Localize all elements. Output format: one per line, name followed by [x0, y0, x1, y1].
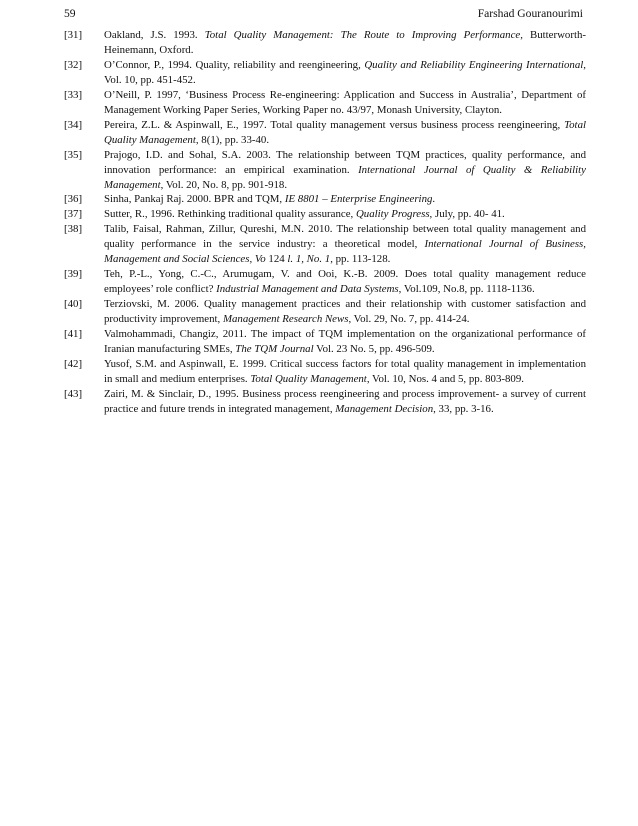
reference-text-segment: Vol. 23 No. 5, pp. 496-509.	[313, 343, 435, 356]
reference-text-segment: Sutter, R., 1996. Rethinking traditional quality assurance,	[104, 208, 356, 221]
reference-item	[64, 192, 586, 207]
reference-text	[104, 222, 586, 267]
reference-item	[64, 222, 586, 267]
reference-text	[104, 88, 586, 118]
reference-list	[64, 28, 586, 417]
reference-text-segment: , Vol. 10, Nos. 4 and 5, pp. 803-809.	[366, 372, 524, 385]
reference-number: [34]	[64, 118, 83, 131]
reference-italic-segment: Industrial Management and Data Systems	[216, 283, 399, 296]
page-number: 59	[64, 7, 76, 20]
reference-item	[64, 387, 586, 417]
reference-text-segment: , Vol. 29, No. 7, pp. 414-24.	[348, 313, 470, 326]
reference-italic-segment: International Journal of Business, Management and Social Sciences, Vo	[104, 238, 586, 266]
reference-text-segment: , 33, pp. 3-16.	[433, 402, 494, 415]
reference-text-segment: , July, pp. 40- 41.	[429, 208, 505, 221]
reference-number: [39]	[64, 268, 83, 281]
reference-text-segment: Sinha, Pankaj Raj. 2000. BPR and TQM,	[104, 193, 285, 206]
reference-text-segment: .	[432, 193, 436, 206]
reference-italic-segment: Management Research News	[222, 313, 349, 326]
reference-text-segment: O’Neill, P. 1997, ‘Business Process Re-engineering: Application and Success in Australia’, Department of Management Working Paper Series, Working Paper no. 43/97, Monash University, Clayton.	[104, 88, 586, 116]
reference-text-segment: , Butterworth-Heinemann, Oxford.	[104, 29, 586, 56]
reference-number: [40]	[64, 298, 83, 311]
reference-item	[64, 327, 586, 357]
reference-text	[104, 387, 586, 417]
reference-text	[104, 327, 586, 357]
reference-italic-segment: Total Quality Management	[104, 118, 586, 146]
reference-text-segment: , Vol. 10, pp. 451-452.	[104, 58, 586, 86]
reference-text-segment: Oakland, J.S. 1993.	[104, 29, 205, 41]
reference-text	[104, 207, 586, 222]
reference-text	[104, 118, 586, 148]
reference-number: [41]	[64, 328, 83, 341]
reference-text-segment: O’Connor, P., 1994. Quality, reliability and reengineering,	[104, 58, 365, 71]
reference-italic-segment: The TQM Journal	[235, 343, 314, 356]
reference-italic-segment: Total Quality Management: The Route to Improving Performance	[204, 29, 521, 41]
reference-text-segment: , pp. 113-128.	[330, 253, 391, 266]
reference-item	[64, 118, 586, 148]
reference-item	[64, 207, 586, 222]
reference-number: [37]	[64, 208, 83, 221]
reference-text-segment: Valmohammadi, Changiz, 2011. The impact of TQM implementation on the organizational performance of Iranian manufacturing SMEs,	[104, 328, 586, 356]
running-author: Farshad Gouranourimi	[477, 7, 583, 20]
reference-text-segment: Talib, Faisal, Rahman, Zillur, Qureshi, M.N. 2010. The relationship between total quality management and quality performance in the service industry: a theoretical model,	[104, 223, 586, 251]
reference-text-segment: , Vol. 20, No. 8, pp. 901-918.	[160, 178, 288, 191]
reference-text	[104, 192, 586, 207]
reference-number: [35]	[64, 148, 83, 161]
reference-italic-segment: IE 8801 – Enterprise Engineering	[284, 193, 433, 206]
reference-text-segment: Prajogo, I.D. and Sohal, S.A. 2003. The relationship between TQM practices, quality performance, and innovation performance: an empirical examination.	[104, 148, 586, 176]
reference-italic-segment: Management Decision	[335, 402, 434, 415]
reference-number: [31]	[64, 29, 83, 41]
reference-number: [38]	[64, 223, 83, 236]
reference-text-segment: , Vol.109, No.8, pp. 1118-1136.	[398, 283, 535, 296]
reference-item	[64, 88, 586, 118]
reference-number: [43]	[64, 387, 83, 400]
reference-text-segment: Terziovski, M. 2006. Quality management practices and their relationship with customer satisfaction and productivity improvement,	[104, 298, 586, 326]
reference-item	[64, 297, 586, 327]
reference-item	[64, 28, 586, 58]
reference-text-segment: Pereira, Z.L. & Aspinwall, E., 1997. Total quality management versus business process reengineering,	[104, 118, 565, 131]
reference-italic-segment: Total Quality Management	[250, 372, 367, 385]
reference-text-segment: Yusof, S.M. and Aspinwall, E. 1999. Critical success factors for total quality management in implementation in small and medium enterprises.	[104, 357, 586, 385]
reference-text	[104, 357, 586, 387]
reference-number: [32]	[64, 58, 83, 71]
reference-text	[104, 267, 586, 297]
reference-item	[64, 267, 586, 297]
reference-text	[104, 148, 586, 193]
reference-item	[64, 148, 586, 193]
reference-text	[104, 28, 586, 58]
reference-text-segment: Zairi, M. & Sinclair, D., 1995. Business process reengineering and process improvement- a survey of current practice and future trends in integrated management,	[104, 387, 586, 415]
reference-item	[64, 357, 586, 387]
reference-number: [33]	[64, 88, 83, 101]
reference-text	[104, 297, 586, 327]
reference-italic-segment: Quality and Reliability Engineering International	[364, 58, 584, 71]
reference-italic-segment: International Journal of Quality & Reliability Management	[104, 163, 586, 191]
reference-text-segment: 124	[265, 253, 288, 266]
reference-text	[104, 58, 586, 88]
reference-number: [42]	[64, 357, 83, 370]
page-header	[64, 6, 583, 22]
reference-text-segment: , 8(1), pp. 33-40.	[195, 133, 270, 146]
reference-italic-segment: Quality Progress	[355, 208, 430, 221]
reference-number: [36]	[64, 193, 83, 206]
reference-text-segment: Teh, P.-L., Yong, C.-C., Arumugam, V. and Ooi, K.-B. 2009. Does total quality management reduce employees’ role conflict?	[104, 268, 586, 296]
reference-item	[64, 58, 586, 88]
reference-italic-segment: l. 1, No. 1	[287, 253, 331, 266]
